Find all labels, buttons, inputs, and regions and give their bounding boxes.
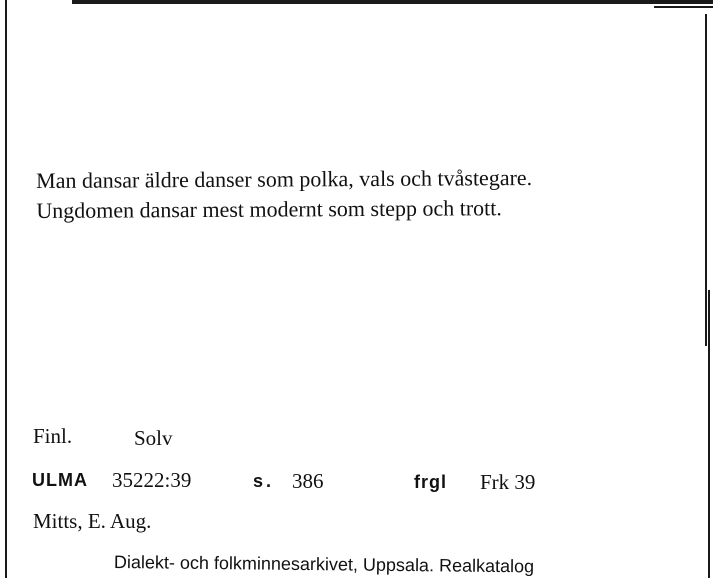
page-label: s. <box>253 471 275 491</box>
text-line-1: Man dansar äldre danser som polka, vals och tvåstegare. <box>36 164 533 193</box>
questionnaire-value: Frk 39 <box>480 470 536 494</box>
page-number: 386 <box>292 469 324 493</box>
questionnaire-label: frgl <box>414 472 447 492</box>
text-line-2: Ungdomen dansar mest modernt som stepp och trott. <box>36 195 502 223</box>
archive-footer: Dialekt- och folkminnesarkivet, Uppsala. Realkatalog <box>113 552 535 577</box>
archive-number: 35222:39 <box>112 468 192 492</box>
card-body-text <box>36 163 532 226</box>
card-border-top-inner <box>654 6 713 8</box>
card-border-top <box>72 0 713 4</box>
card-border-right-lower <box>708 290 710 578</box>
region-label: Finl. <box>33 424 73 448</box>
card-border-right <box>705 14 707 346</box>
informant-name: Mitts, E. Aug. <box>33 509 152 533</box>
card-border-left <box>5 0 7 578</box>
parish-label: Solv <box>134 426 173 450</box>
archive-label: ULMA <box>32 470 88 490</box>
